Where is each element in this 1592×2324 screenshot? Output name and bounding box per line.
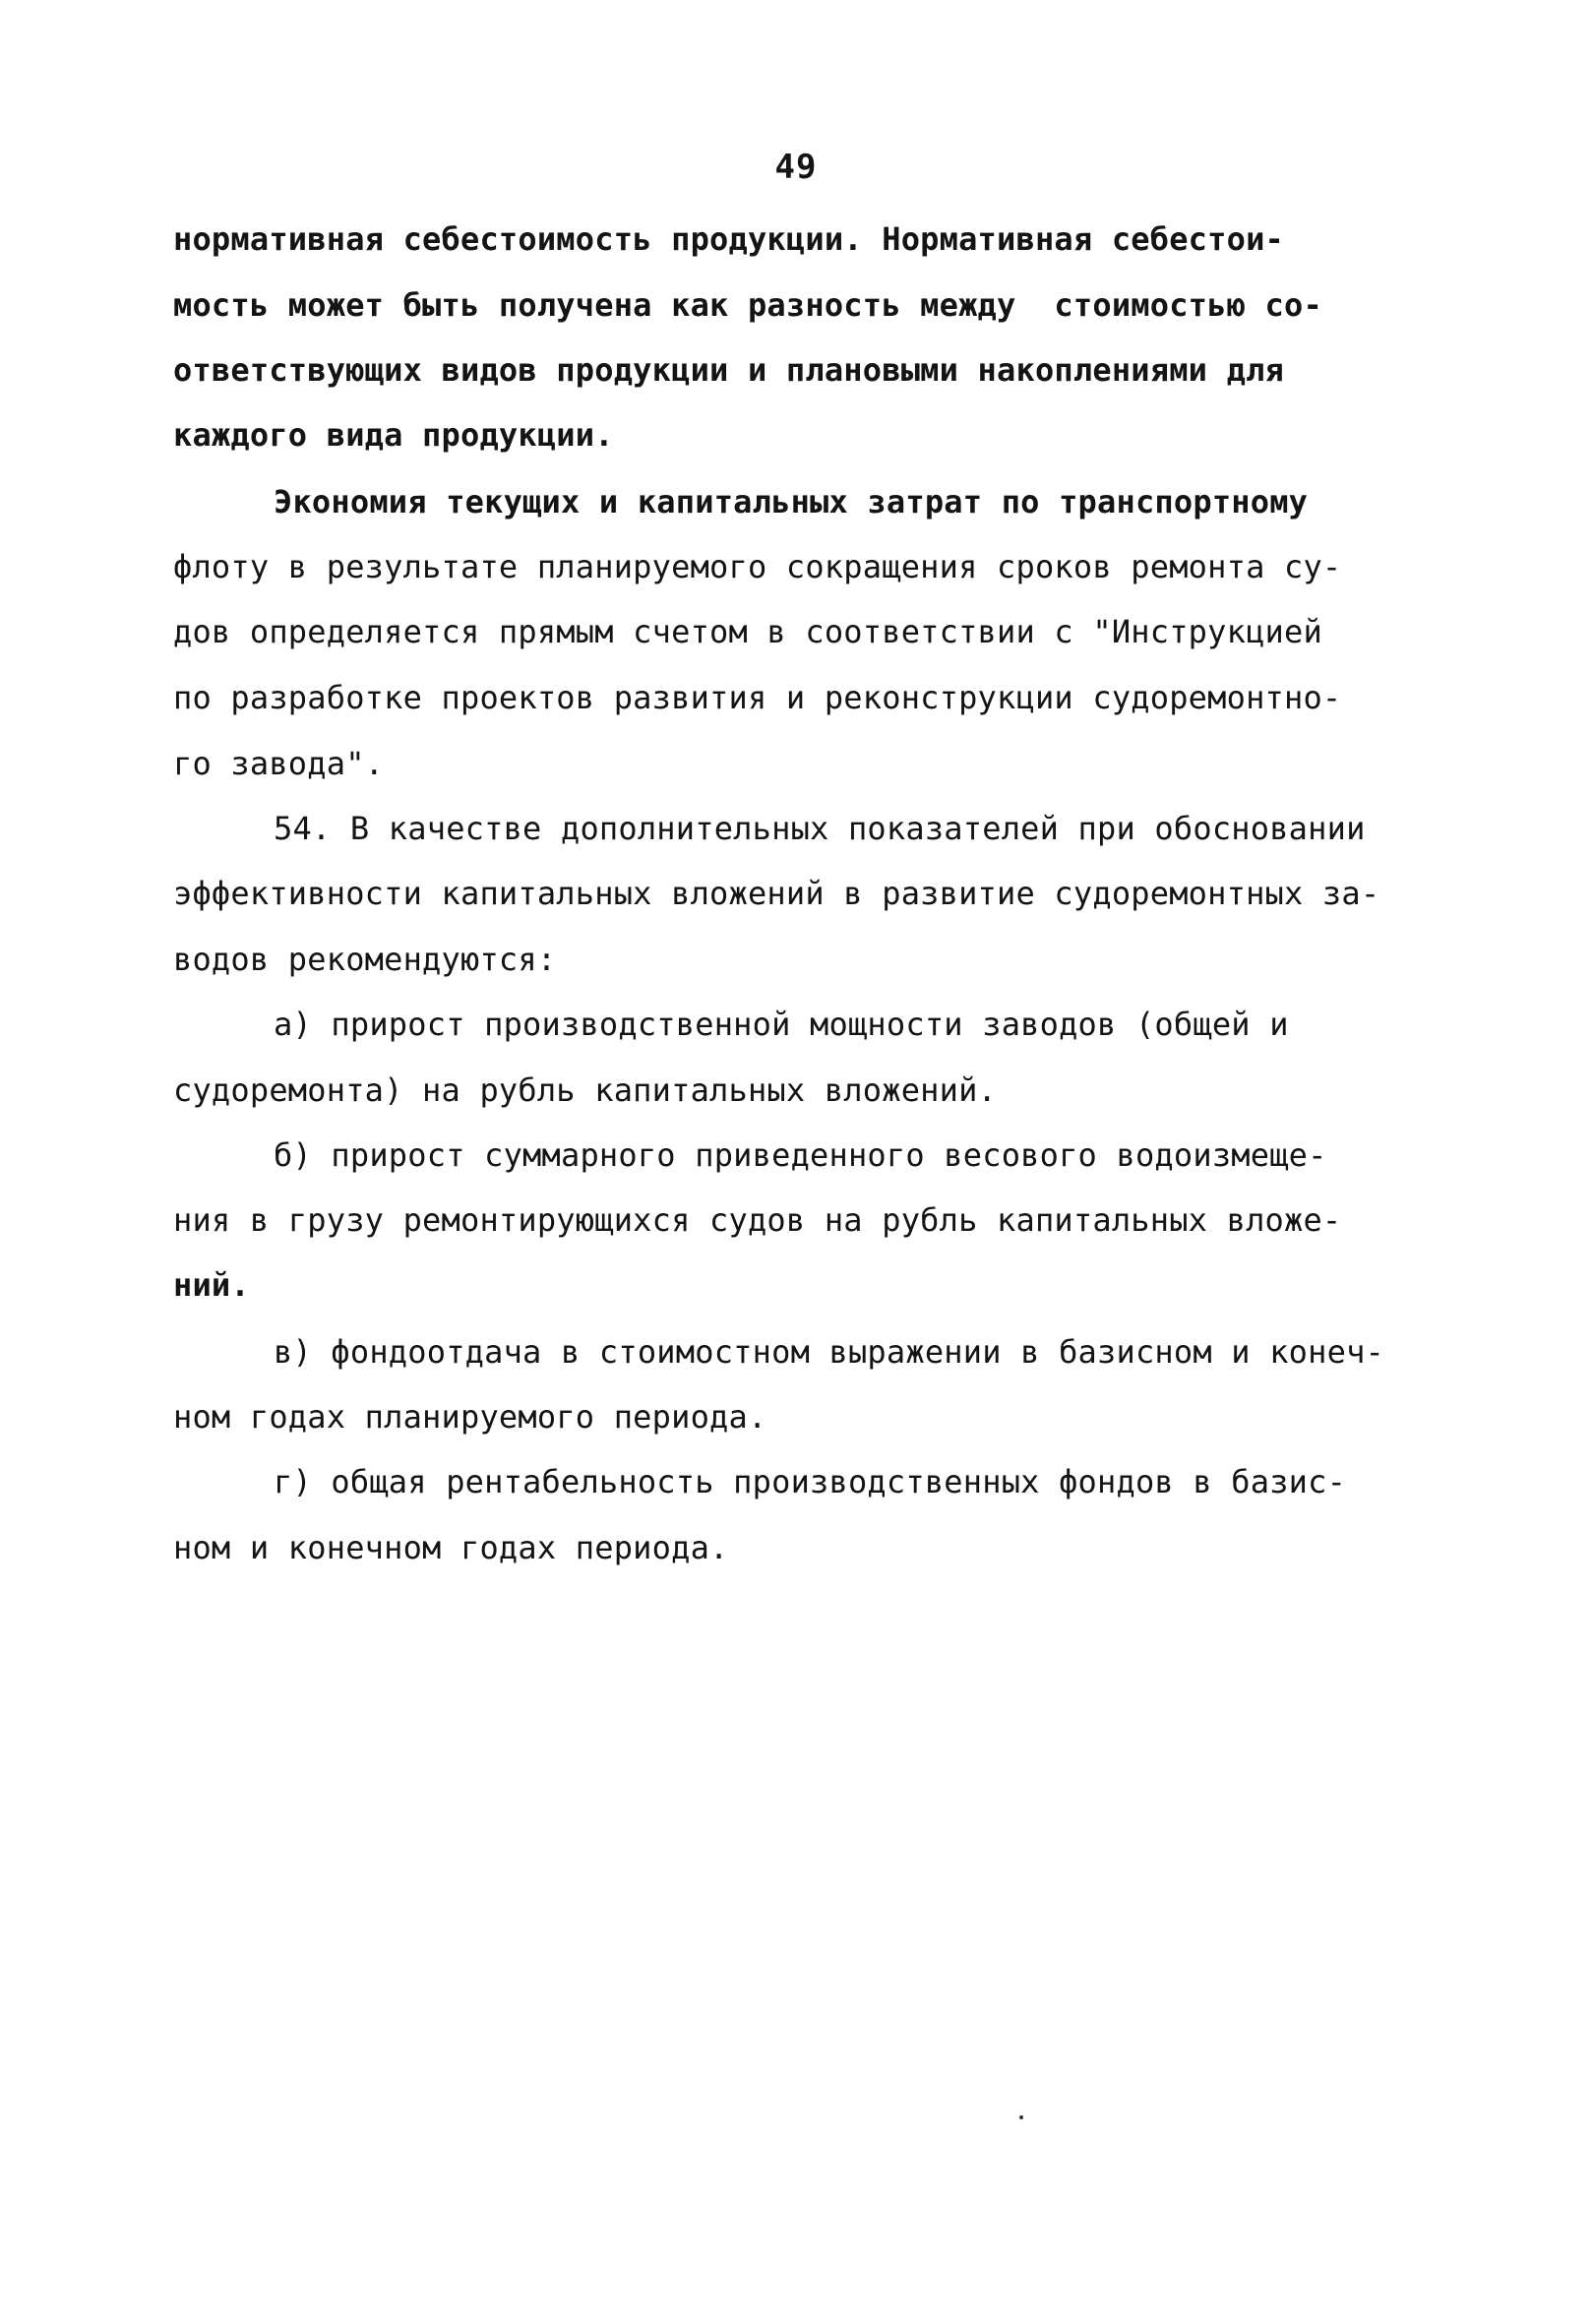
text-line: мость может быть получена как разность между стоимостью со-	[173, 286, 1322, 324]
text-line: ном и конечном годах периода.	[173, 1529, 729, 1566]
text-line: ния в грузу ремонтирующихся судов на рубль капитальных вложе-	[173, 1201, 1342, 1239]
text-line: водов рекомендуются:	[173, 941, 557, 978]
list-item: а) прирост производственной мощности заводов (общей и	[274, 1006, 1289, 1043]
text-line: каждого вида продукции.	[173, 416, 614, 454]
text-line: дов определяется прямым счетом в соответствии с "Инструкцией	[173, 613, 1322, 650]
list-item: г) общая рентабельность производственных фондов в базис-	[274, 1463, 1347, 1500]
text-line: 54. В качестве дополнительных показателей при обосновании	[274, 810, 1366, 847]
text-line: го завода".	[173, 745, 385, 782]
text-line: эффективности капитальных вложений в развитие судоремонтных за-	[173, 875, 1380, 912]
list-item: в) фондоотдача в стоимостном выражении в базисном и конеч-	[274, 1333, 1385, 1371]
text-line: судоремонта) на рубль капитальных вложений.	[173, 1071, 998, 1109]
scan-speck	[1019, 2115, 1023, 2119]
text-line: Экономия текущих и капитальных затрат по транспортному	[274, 483, 1309, 520]
text-line: по разработке проектов развития и реконструкции судоремонтно-	[173, 679, 1342, 716]
text-line: ний.	[173, 1266, 250, 1304]
list-item: б) прирост суммарного приведенного весового водоизмеще-	[274, 1136, 1327, 1174]
text-line: нормативная себестоимость продукции. Нормативная себестои-	[173, 220, 1285, 258]
page-number: 49	[774, 148, 818, 187]
text-line: ответствующих видов продукции и плановыми накоплениями для	[173, 351, 1285, 389]
text-line: ном годах планируемого периода.	[173, 1398, 767, 1436]
text-line: флоту в результате планируемого сокращения сроков ремонта су-	[173, 548, 1342, 585]
